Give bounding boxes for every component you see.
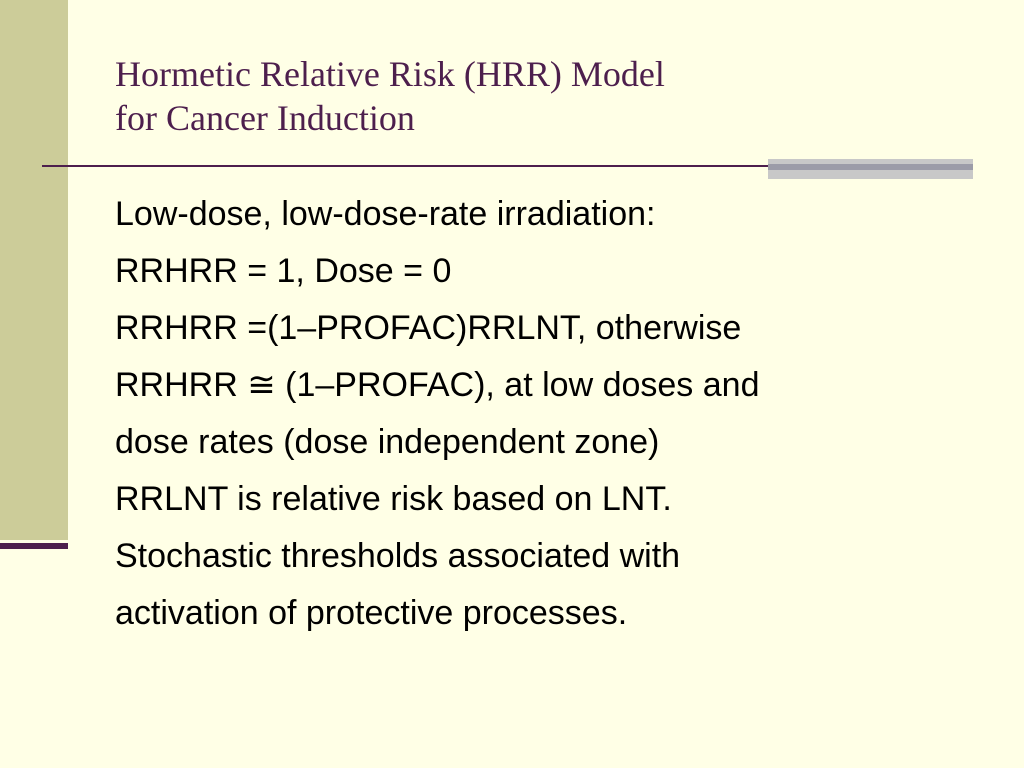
body-line: Low-dose, low-dose-rate irradiation:: [115, 195, 656, 233]
slide-title: [115, 52, 665, 140]
sidebar-panel: [0, 0, 68, 540]
sidebar-accent-line: [0, 543, 68, 549]
slide-title-line-2: for Cancer Induction: [115, 98, 415, 138]
slide-title-line-1: Hormetic Relative Risk (HRR) Model: [115, 54, 665, 94]
body-line: activation of protective processes.: [115, 594, 628, 632]
title-divider: [42, 165, 770, 167]
body-line: RRLNT is relative risk based on LNT.: [115, 480, 672, 518]
body-line: dose rates (dose independent zone): [115, 423, 660, 461]
body-line: Stochastic thresholds associated with: [115, 537, 681, 575]
slide-body: [115, 186, 759, 642]
body-line: RRHRR =(1–PROFAC)RRLNT, otherwise: [115, 309, 742, 347]
body-line: RRHRR ≅ (1–PROFAC), at low doses and: [115, 366, 760, 404]
divider-accent-stripe: [768, 164, 973, 170]
body-line: RRHRR = 1, Dose = 0: [115, 252, 452, 290]
